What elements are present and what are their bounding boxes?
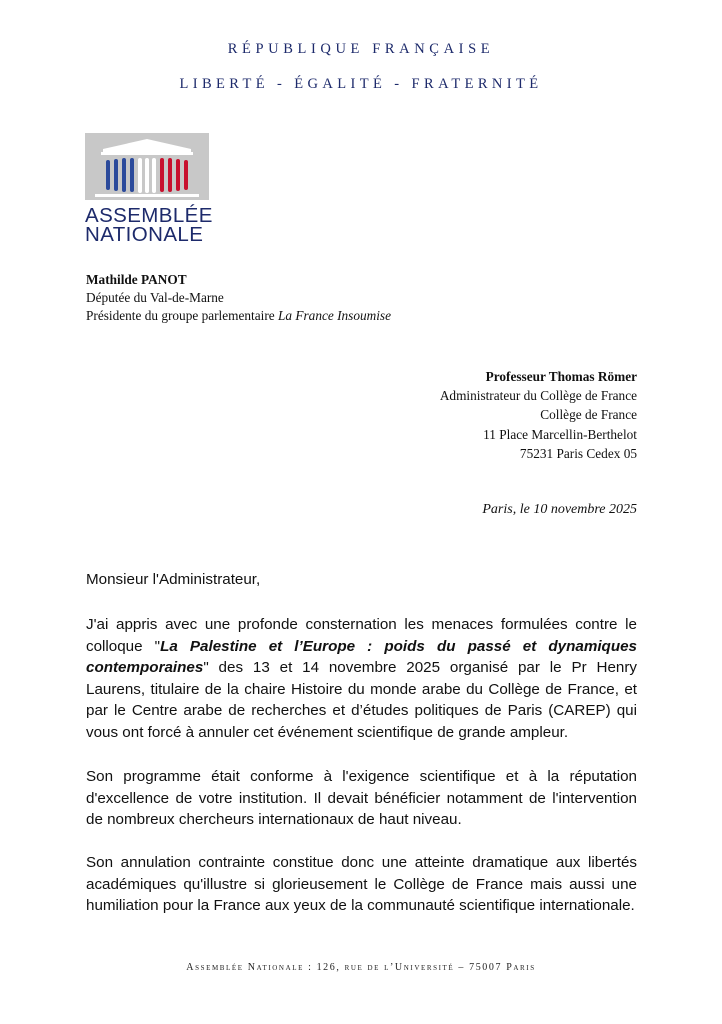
recipient-name: Professeur Thomas Römer: [485, 369, 637, 384]
sender-role: Députée du Val-de-Marne: [86, 290, 224, 306]
sender-group-line: [86, 307, 391, 325]
salutation: Monsieur l'Administrateur,: [86, 571, 261, 588]
p1-text-a: J'ai appris avec une profonde consternation les menaces formulées contre le colloque ": [86, 616, 637, 655]
hemicycle-icon: [85, 133, 209, 200]
paragraph-1: [86, 614, 637, 744]
paragraph-2: Son programme était conforme à l'exigence scientifique et à la réputation d'excellence de votre institution. Il devait bénéficier notamment de l'intervention de nombreux chercheurs internationaux de haut niveau.: [86, 768, 637, 829]
recipient-line2: Collège de France: [540, 407, 637, 423]
sender-group-prefix: Présidente du groupe parlementaire: [86, 308, 278, 324]
letter-date: Paris, le 10 novembre 2025: [482, 502, 637, 517]
header-motto: LIBERTÉ - ÉGALITÉ - FRATERNITÉ: [179, 76, 543, 92]
sender-name: Mathilde PANOT: [86, 272, 187, 287]
recipient-line4: 75231 Paris Cedex 05: [519, 445, 637, 461]
sender-group-name: La France Insoumise: [278, 308, 392, 324]
sender-block: [86, 271, 391, 326]
recipient-block: [440, 367, 637, 463]
recipient-line3: 11 Place Marcellin-Berthelot: [483, 426, 637, 442]
footer-address: Assemblée Nationale : 126, rue de l’Université – 75007 Paris: [186, 962, 536, 973]
paragraph-3: Son annulation contrainte constitue donc une atteinte dramatique aux libertés académiques qu'illustre si glorieusement le Collège de France mais aussi une humiliation pour la France aux yeux de la communauté scientifique internationale.: [86, 854, 637, 915]
logo-line2: NATIONALE: [85, 223, 204, 246]
colloque-title: La Palestine et l’Europe : poids du passé et dynamiques contemporaines: [86, 637, 637, 677]
recipient-line1: Administrateur du Collège de France: [439, 388, 637, 404]
assemblee-nationale-logo: [85, 133, 213, 246]
header-republique: RÉPUBLIQUE FRANÇAISE: [227, 41, 495, 57]
p1-text-b: " des 13 et 14 novembre 2025 organisé par le Pr Henry Laurens, titulaire de la chaire Histoire du monde arabe du Collège de France, et par le Centre arabe de recherches et d’études politiques de Paris (CAREP) qui vous ont forcé à annuler cet événement scientifique de grande ampleur.: [86, 659, 637, 741]
logo-line1: ASSEMBLÉE: [85, 204, 213, 227]
